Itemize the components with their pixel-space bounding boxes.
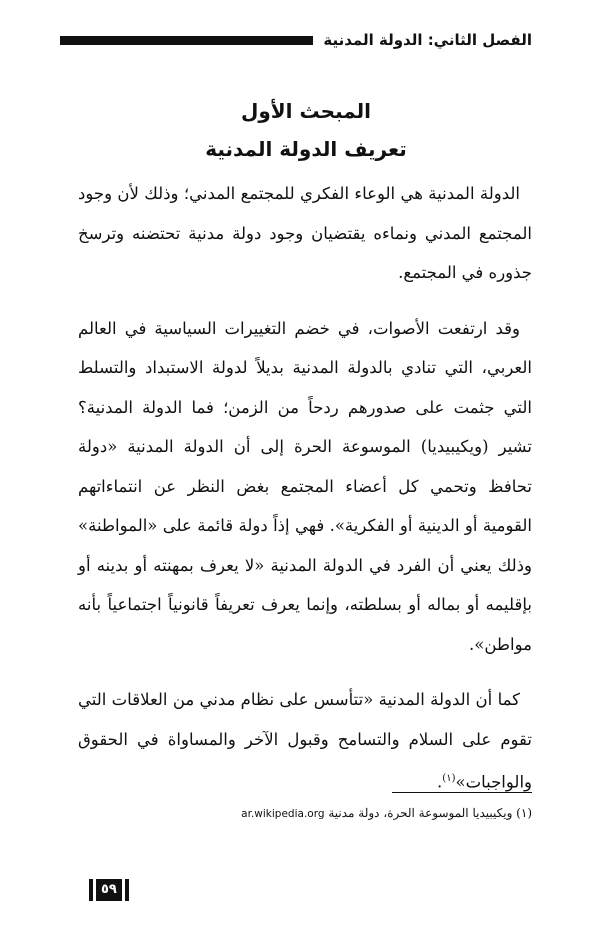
paragraph-text: وقد ارتفعت الأصوات، في خضم التغييرات السياسية في العالم العربي، التي تنادي بالدولة المدنية بديلاً لدولة الاستبداد والتسلط التي جثمت على صدورهم ردحاً من الزمن؛ فما الدولة المدنية؟ تشير (ويكيبيديا) الموسوعة الحرة إلى أن الدولة المدنية «دولة تحافظ وتحمي كل أعضاء المجتمع بغض النظر عن انتماءاتهم القومية أو الدينية أو الفكرية». فهي إذاً دولة قائمة على «المواطنة» وذلك يعني أن الفرد في الدولة المدنية «لا يعرف بمهنته أو بدينه أو بإقليمه أو بماله أو بسلطته، وإنما يعرف تعريفاً قانونياً اجتماعياً بأنه مواطن». — [78, 318, 532, 654]
paragraph — [78, 174, 532, 293]
page-number-box — [89, 879, 129, 901]
paragraph: كما أن الدولة المدنية «تتأسس على نظام مدني من العلاقات التي تقوم على السلام والتسامح وقبول الآخر والمساواة في الحقوق والواجبات»$^{(١)}$. — [78, 690, 532, 792]
footnote-divider — [392, 792, 532, 793]
page-number-bar — [125, 879, 129, 901]
page-number-bar — [89, 879, 93, 901]
header-rule — [60, 36, 313, 45]
footnote-text: (١) ويكيبيديا الموسوعة الحرة، دولة مدنية — [328, 806, 532, 820]
section-subtitle: تعريف الدولة المدنية — [205, 137, 407, 161]
paragraph-text: الدولة المدنية هي الوعاء الفكري للمجتمع المدني؛ وذلك لأن وجود المجتمع المدني ونماءه يقتضيان وجود دولة مدنية تحتضنه وترسخ جذوره في المجتمع. — [78, 184, 532, 282]
running-header — [60, 28, 532, 52]
chapter-title: الفصل الثاني: الدولة المدنية — [323, 31, 532, 49]
footnote-url[interactable]: ar.wikipedia.org — [241, 808, 325, 820]
section-heading: المبحث الأول — [240, 99, 372, 123]
paragraph-text: كما أن الدولة المدنية «تتأسس على نظام مدني من العلاقات التي تقوم على السلام والتسامح وقبول الآخر والمساواة في الحقوق والواجبات» — [78, 690, 532, 792]
footnote-marker[interactable]: (١) — [442, 773, 456, 784]
page-number: ٥٩ — [96, 879, 122, 901]
paragraph — [78, 309, 532, 665]
footnote — [200, 806, 532, 820]
body-text — [78, 174, 532, 818]
section-headings — [0, 92, 612, 168]
